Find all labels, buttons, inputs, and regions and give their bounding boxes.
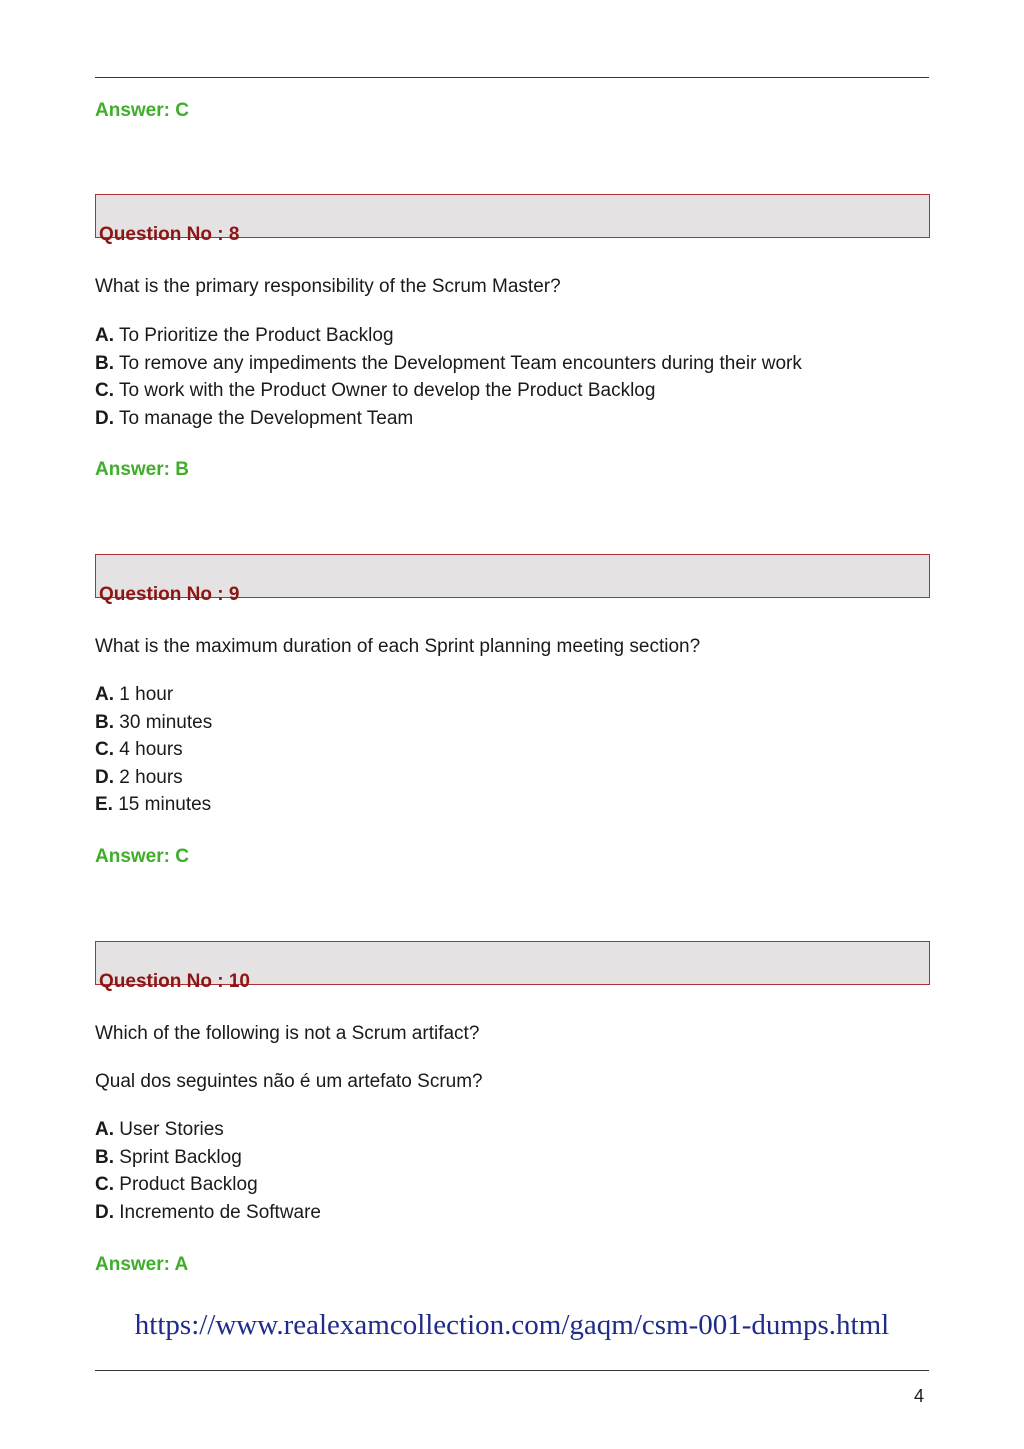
top-divider <box>95 77 929 78</box>
question-header-box <box>95 194 930 245</box>
option-letter: E. <box>95 794 113 815</box>
question-text: Which of the following is not a Scrum artifact? <box>95 1023 480 1044</box>
option-text: To work with the Product Owner to develop the Product Backlog <box>118 380 656 401</box>
options-list <box>95 1116 321 1226</box>
option-letter: D. <box>95 1201 114 1223</box>
option-letter: B. <box>95 711 114 733</box>
option-text: To manage the Development Team <box>118 407 414 429</box>
option-item <box>95 1171 321 1199</box>
option-item <box>95 405 802 433</box>
option-text: 30 minutes <box>119 711 213 733</box>
option-item <box>95 377 802 405</box>
option-item <box>95 322 802 350</box>
option-item <box>95 764 212 792</box>
option-text: Incremento de Software <box>119 1201 321 1223</box>
question-header-box <box>95 941 930 992</box>
option-item <box>95 1116 321 1144</box>
option-letter: C. <box>95 739 114 760</box>
answer-label: Answer: C <box>95 846 189 867</box>
question-header-box <box>95 554 930 605</box>
option-text: 4 hours <box>119 739 183 760</box>
option-text: 15 minutes <box>118 794 212 815</box>
question-label: Question No : 10 <box>99 971 250 992</box>
option-letter: D. <box>95 766 114 788</box>
option-letter: A. <box>95 684 114 705</box>
question-label: Question No : 8 <box>99 224 240 245</box>
option-item <box>95 791 212 819</box>
option-item <box>95 709 212 737</box>
option-item <box>95 1199 321 1227</box>
question-text: What is the primary responsibility of the Scrum Master? <box>95 276 561 297</box>
option-letter: A. <box>95 1119 114 1140</box>
answer-label: Answer: B <box>95 459 189 480</box>
option-item <box>95 350 802 378</box>
option-item <box>95 681 212 709</box>
option-letter: C. <box>95 1174 114 1195</box>
page-number: 4 <box>913 1386 924 1406</box>
option-text: 2 hours <box>119 766 183 788</box>
question-text: What is the maximum duration of each Sprint planning meeting section? <box>95 636 701 657</box>
answer-label: Answer: A <box>95 1254 189 1275</box>
option-text: Product Backlog <box>119 1174 258 1195</box>
question-text-translation: Qual dos seguintes não é um artefato Scrum? <box>95 1071 483 1092</box>
option-letter: C. <box>95 380 114 401</box>
options-list <box>95 322 802 432</box>
question-label: Question No : 9 <box>99 584 240 605</box>
option-item <box>95 736 212 764</box>
option-letter: A. <box>95 325 114 346</box>
options-list <box>95 681 212 819</box>
option-letter: B. <box>95 352 114 374</box>
option-item <box>95 1144 321 1172</box>
bottom-divider <box>95 1370 929 1371</box>
option-text: 1 hour <box>119 684 174 705</box>
answer-label: Answer: C <box>95 100 189 121</box>
footer-url-link[interactable]: https://www.realexamcollection.com/gaqm/csm-001-dumps.html <box>134 1309 890 1341</box>
option-text: To remove any impediments the Development Team encounters during their work <box>118 352 802 374</box>
option-letter: B. <box>95 1146 114 1168</box>
option-text: Sprint Backlog <box>119 1146 242 1168</box>
option-text: User Stories <box>119 1119 224 1140</box>
option-text: To Prioritize the Product Backlog <box>118 325 394 346</box>
option-letter: D. <box>95 407 114 429</box>
